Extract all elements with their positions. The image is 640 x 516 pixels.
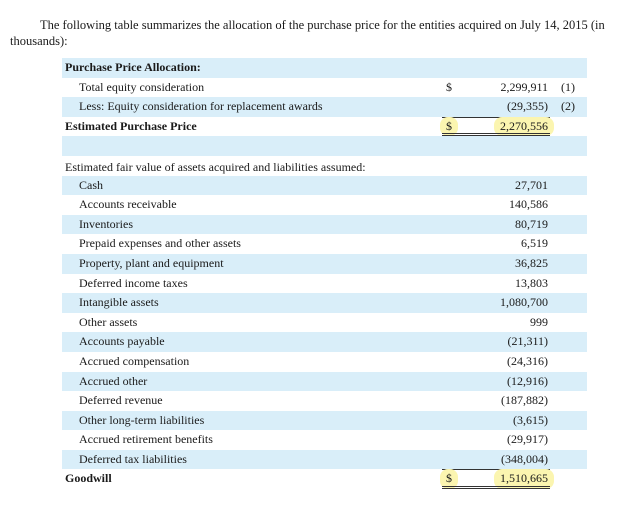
row-amount: (29,917): [507, 432, 548, 447]
table-row: [62, 391, 587, 411]
row-label: Accounts receivable: [79, 197, 177, 212]
row-label: Property, plant and equipment: [79, 255, 224, 270]
row-label: Cash: [79, 177, 103, 192]
table-row: [62, 313, 587, 333]
table-row: [62, 293, 587, 313]
row-amount: 2,299,911: [500, 79, 548, 94]
footnote-ref: (2): [561, 99, 575, 114]
goodwill-row: [62, 469, 587, 489]
row-amount: 80,719: [515, 216, 548, 231]
table-row: [62, 195, 587, 215]
row-label: Goodwill: [65, 471, 112, 486]
table-row: [62, 215, 587, 235]
table-row: [62, 352, 587, 372]
row-label: Deferred income taxes: [79, 275, 188, 290]
row-label: Inventories: [79, 216, 133, 231]
row-label: Deferred tax liabilities: [79, 451, 187, 466]
row-amount: (12,916): [507, 373, 548, 388]
row-label: Prepaid expenses and other assets: [79, 236, 241, 251]
table-row: [62, 430, 587, 450]
row-amount: 6,519: [521, 236, 548, 251]
table-row: [62, 450, 587, 470]
table-row: [62, 254, 587, 274]
dollar-sign: $: [440, 469, 458, 489]
row-label: Accrued other: [79, 373, 148, 388]
table-row: [62, 332, 587, 352]
fair-value-header-row: [62, 156, 587, 176]
fair-value-header: Estimated fair value of assets acquired and liabilities assumed:: [65, 159, 366, 174]
row-amount: 1,080,700: [500, 295, 548, 310]
row-label: Accrued retirement benefits: [79, 432, 213, 447]
table-row: [62, 176, 587, 196]
spacer-row: [62, 136, 587, 156]
row-amount: 140,586: [509, 197, 548, 212]
dollar-sign: $: [446, 79, 452, 94]
estimated-purchase-price-row: [62, 117, 587, 137]
row-amount: (3,615): [513, 412, 548, 427]
row-label: Accrued compensation: [79, 353, 190, 368]
consideration-row: [62, 97, 587, 117]
table-row: [62, 274, 587, 294]
table-row: [62, 234, 587, 254]
row-amount: 27,701: [515, 177, 548, 192]
row-label: Accounts payable: [79, 334, 165, 349]
row-amount: (348,004): [501, 451, 548, 466]
table-header: Purchase Price Allocation:: [65, 60, 201, 74]
intro-paragraph: The following table summarizes the allocation of the purchase price for the entities acquired on July 14, 2015 (in thousands):: [10, 18, 605, 48]
dollar-sign: $: [440, 117, 458, 137]
row-label: Total equity consideration: [79, 79, 205, 94]
estimated-purchase-price-amount: 2,270,556: [494, 117, 554, 137]
row-amount: 36,825: [515, 255, 548, 270]
row-amount: (29,355): [507, 99, 548, 114]
row-amount: (187,882): [501, 393, 548, 408]
table-row: [62, 372, 587, 392]
row-amount: (24,316): [507, 353, 548, 368]
row-amount: 999: [530, 314, 548, 329]
fair-value-items: [62, 176, 587, 470]
row-label: Other long-term liabilities: [79, 412, 205, 427]
row-amount: 13,803: [515, 275, 548, 290]
row-label: Less: Equity consideration for replacement awards: [79, 99, 323, 114]
total-double-rule: [442, 486, 550, 489]
consideration-row: [62, 78, 587, 98]
row-label: Deferred revenue: [79, 393, 163, 408]
goodwill-amount: 1,510,665: [494, 469, 554, 489]
table-header-row: [62, 58, 587, 78]
row-label: Estimated Purchase Price: [65, 118, 197, 133]
row-label: Other assets: [79, 314, 138, 329]
purchase-price-allocation-table: [62, 58, 587, 489]
row-label: Intangible assets: [79, 295, 159, 310]
footnote-ref: (1): [561, 79, 575, 94]
row-amount: (21,311): [507, 334, 548, 349]
table-row: [62, 411, 587, 431]
